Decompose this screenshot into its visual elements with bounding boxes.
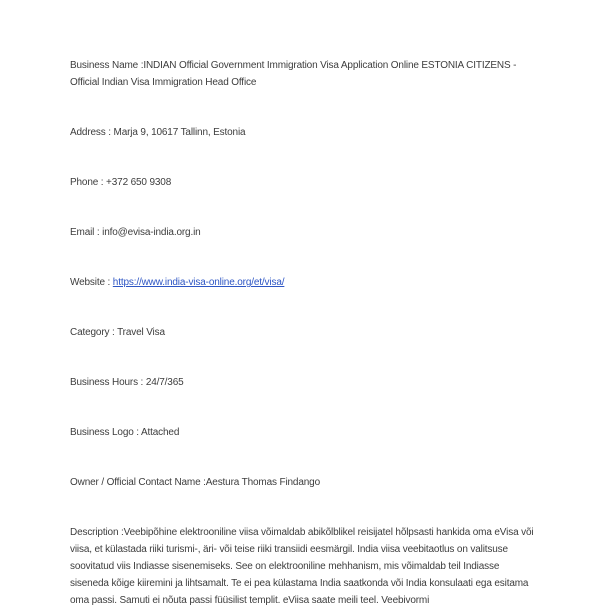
email-line: Email : info@evisa-india.org.in — [70, 227, 201, 238]
business-listing-document — [70, 57, 540, 609]
business-hours-line: Business Hours : 24/7/365 — [70, 377, 184, 388]
phone-line: Phone : +372 650 9308 — [70, 177, 172, 188]
website-link[interactable]: https://www.india-visa-online.org/et/visa/ — [112, 277, 285, 288]
website-line — [70, 274, 540, 291]
business-name-line: Business Name :INDIAN Official Government Immigration Visa Application Online ESTONIA CITIZENS - Official Indian Visa Immigration Head Office — [70, 60, 517, 88]
description-paragraph: Description :Veebipõhine elektrooniline viisa võimaldab abikõlblikel reisijatel hõlpsasti hankida oma eVisa või viisa, et külastada riiki turismi-, äri- või teise riiki transiidi eesmärgil. India viisa veebitaotlus on valitsuse soovitatud viis Indiasse sisenemiseks. See on elektrooniline mehhanism, mis võimaldab teil Indiasse siseneda kõige kiiremini ja lihtsamalt. Te ei pea külastama India saatkonda või India konsulaati ega esitama oma passi. Samuti ei nõuta passi füüsilist templit. eViisa saate meili teel. Veebivormi — [70, 527, 534, 606]
address-line: Address : Marja 9, 10617 Tallinn, Estonia — [70, 127, 246, 138]
website-label: Website : — [70, 277, 111, 288]
category-line: Category : Travel Visa — [70, 327, 165, 338]
business-logo-line: Business Logo : Attached — [70, 427, 180, 438]
owner-line: Owner / Official Contact Name :Aestura Thomas Findango — [70, 477, 320, 488]
